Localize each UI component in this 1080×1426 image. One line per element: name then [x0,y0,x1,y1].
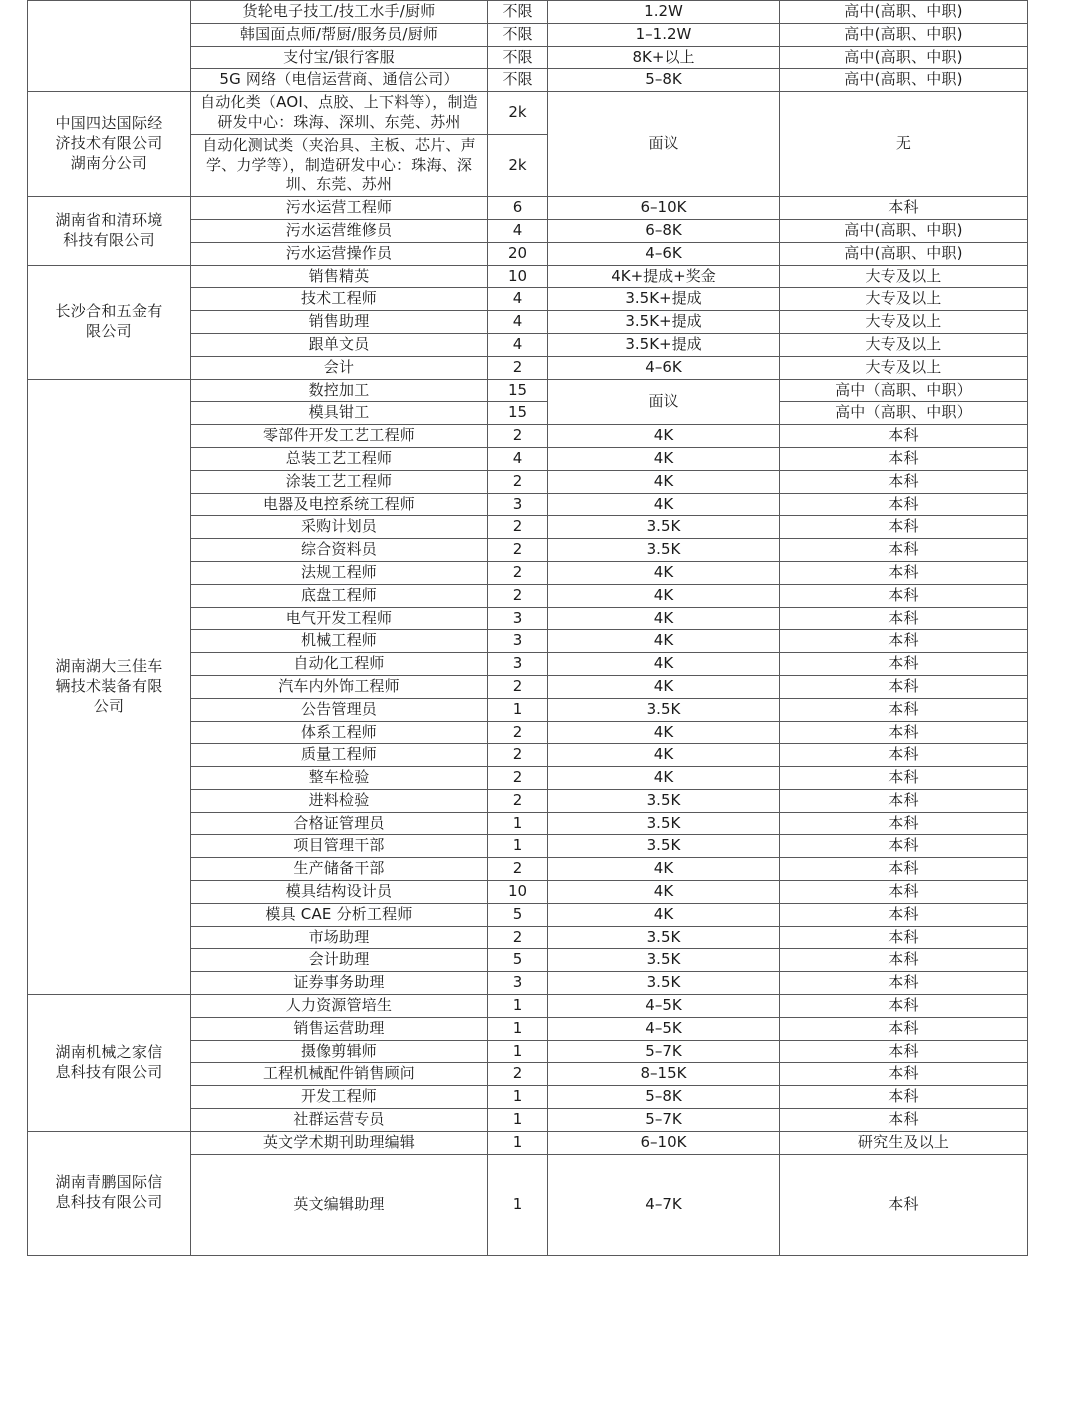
count-cell: 3 [488,607,548,630]
post-cell: 质量工程师 [191,744,488,767]
count-cell: 20 [488,242,548,265]
education-cell: 本科 [780,493,1028,516]
count-cell: 15 [488,379,548,402]
education-cell: 本科 [780,789,1028,812]
company-name-line: 湖南湖大三佳车 [55,657,163,676]
count-cell: 1 [488,1040,548,1063]
education-cell: 无 [780,92,1028,197]
post-cell: 合格证管理员 [191,812,488,835]
salary-cell: 6–8K [548,219,780,242]
salary-cell: 4K [548,470,780,493]
education-cell: 大专及以上 [780,333,1028,356]
count-cell: 4 [488,333,548,356]
count-cell: 2 [488,789,548,812]
education-cell: 本科 [780,197,1028,220]
count-cell: 10 [488,265,548,288]
education-cell: 本科 [780,926,1028,949]
salary-cell: 4–5K [548,1017,780,1040]
education-cell: 本科 [780,607,1028,630]
salary-cell: 3.5K [548,789,780,812]
education-cell: 本科 [780,1154,1028,1255]
post-cell: 自动化类（AOI、点胶、上下料等），制造研发中心：珠海、深圳、东莞、苏州 [191,92,488,135]
table-row [28,1131,1028,1154]
company-name-line: 济技术有限公司 [55,134,163,153]
company-cell [28,379,191,995]
count-cell: 2 [488,721,548,744]
post-cell: 销售运营助理 [191,1017,488,1040]
post-cell: 综合资料员 [191,539,488,562]
education-cell: 高中（高职、中职） [780,402,1028,425]
post-cell: 法规工程师 [191,561,488,584]
salary-cell: 1.2W [548,1,780,24]
count-cell: 4 [488,447,548,470]
count-cell: 2 [488,584,548,607]
salary-cell: 3.5K [548,698,780,721]
salary-cell: 3.5K [548,972,780,995]
post-cell: 支付宝/银行客服 [191,46,488,69]
education-cell: 本科 [780,447,1028,470]
count-cell: 1 [488,1109,548,1132]
post-cell: 体系工程师 [191,721,488,744]
count-cell: 1 [488,1154,548,1255]
count-cell: 3 [488,493,548,516]
count-cell: 4 [488,219,548,242]
count-cell: 1 [488,698,548,721]
education-cell: 本科 [780,698,1028,721]
salary-cell: 3.5K [548,949,780,972]
table-row [28,92,1028,135]
post-cell: 整车检验 [191,767,488,790]
education-cell: 本科 [780,1109,1028,1132]
recruitment-table [27,0,1028,1256]
salary-cell: 4K [548,561,780,584]
education-cell: 本科 [780,767,1028,790]
post-cell: 项目管理干部 [191,835,488,858]
education-cell: 本科 [780,539,1028,562]
post-cell: 会计助理 [191,949,488,972]
education-cell: 本科 [780,744,1028,767]
post-cell: 开发工程师 [191,1086,488,1109]
salary-cell: 4K [548,493,780,516]
company-cell [28,1131,191,1255]
table-row [28,1,1028,24]
company-cell [28,92,191,197]
count-cell: 2 [488,425,548,448]
table-body [28,1,1028,1256]
salary-cell: 8K+以上 [548,46,780,69]
salary-cell: 3.5K [548,926,780,949]
salary-cell: 5–8K [548,1086,780,1109]
count-cell: 2 [488,561,548,584]
post-cell: 污水运营操作员 [191,242,488,265]
education-cell: 高中(高职、中职) [780,242,1028,265]
company-cell [28,197,191,265]
education-cell: 高中(高职、中职) [780,69,1028,92]
post-cell: 自动化测试类（夹治具、主板、芯片、声学、力学等），制造研发中心：珠海、深圳、东莞、苏州 [191,134,488,196]
post-cell: 工程机械配件销售顾问 [191,1063,488,1086]
salary-cell: 4K [548,675,780,698]
education-cell: 本科 [780,835,1028,858]
salary-cell: 3.5K [548,516,780,539]
education-cell: 研究生及以上 [780,1131,1028,1154]
post-cell: 机械工程师 [191,630,488,653]
salary-cell: 4–6K [548,242,780,265]
education-cell: 本科 [780,561,1028,584]
salary-cell: 4K [548,447,780,470]
salary-cell: 4K [548,767,780,790]
company-name-line: 中国四达国际经 [55,114,163,133]
salary-cell: 4K [548,881,780,904]
education-cell: 本科 [780,972,1028,995]
count-cell: 6 [488,197,548,220]
count-cell: 2 [488,858,548,881]
education-cell: 本科 [780,584,1028,607]
post-cell: 模具 CAE 分析工程师 [191,903,488,926]
company-name-line: 湖南分公司 [70,154,148,173]
post-cell: 电器及电控系统工程师 [191,493,488,516]
education-cell: 本科 [780,425,1028,448]
education-cell: 大专及以上 [780,356,1028,379]
count-cell: 1 [488,1086,548,1109]
salary-cell: 4K+提成+奖金 [548,265,780,288]
post-cell: 污水运营维修员 [191,219,488,242]
count-cell: 不限 [488,46,548,69]
count-cell: 3 [488,630,548,653]
count-cell: 不限 [488,23,548,46]
company-name-line: 长沙合和五金有 [55,302,163,321]
company-name-line: 湖南省和清环境 [55,211,163,230]
count-cell: 2 [488,516,548,539]
count-cell: 2 [488,675,548,698]
post-cell: 采购计划员 [191,516,488,539]
post-cell: 污水运营工程师 [191,197,488,220]
salary-cell: 3.5K+提成 [548,288,780,311]
company-name-line: 息科技有限公司 [55,1062,163,1081]
salary-cell: 4K [548,721,780,744]
count-cell: 10 [488,881,548,904]
education-cell: 本科 [780,858,1028,881]
post-cell: 自动化工程师 [191,653,488,676]
count-cell: 1 [488,995,548,1018]
salary-cell: 3.5K [548,835,780,858]
post-cell: 模具结构设计员 [191,881,488,904]
count-cell: 1 [488,812,548,835]
education-cell: 本科 [780,881,1028,904]
table-row [28,265,1028,288]
education-cell: 本科 [780,1086,1028,1109]
post-cell: 英文学术期刊助理编辑 [191,1131,488,1154]
education-cell: 本科 [780,470,1028,493]
education-cell: 本科 [780,516,1028,539]
salary-cell: 4K [548,744,780,767]
salary-cell: 4K [548,607,780,630]
count-cell: 2 [488,744,548,767]
count-cell: 2 [488,356,548,379]
count-cell: 4 [488,288,548,311]
post-cell: 底盘工程师 [191,584,488,607]
table-row [28,379,1028,402]
post-cell: 零部件开发工艺工程师 [191,425,488,448]
education-cell: 高中（高职、中职） [780,379,1028,402]
education-cell: 高中(高职、中职) [780,23,1028,46]
education-cell: 本科 [780,949,1028,972]
post-cell: 人力资源管培生 [191,995,488,1018]
post-cell: 技术工程师 [191,288,488,311]
post-cell: 生产储备干部 [191,858,488,881]
company-name-line: 辆技术装备有限 [55,676,163,695]
post-cell: 会计 [191,356,488,379]
company-name-line: 公司 [93,696,125,715]
post-cell: 5G 网络（电信运营商、通信公司） [191,69,488,92]
education-cell: 大专及以上 [780,265,1028,288]
company-cell [28,265,191,379]
salary-cell: 8–15K [548,1063,780,1086]
count-cell: 不限 [488,69,548,92]
post-cell: 销售精英 [191,265,488,288]
company-cell [28,1,191,92]
post-cell: 进料检验 [191,789,488,812]
education-cell: 高中(高职、中职) [780,219,1028,242]
count-cell: 2k [488,134,548,196]
salary-cell: 3.5K [548,539,780,562]
salary-cell: 3.5K+提成 [548,333,780,356]
education-cell: 本科 [780,653,1028,676]
salary-cell: 4K [548,903,780,926]
education-cell: 本科 [780,1040,1028,1063]
count-cell: 1 [488,835,548,858]
post-cell: 跟单文员 [191,333,488,356]
post-cell: 证券事务助理 [191,972,488,995]
salary-cell: 4–6K [548,356,780,379]
count-cell: 2 [488,539,548,562]
count-cell: 2 [488,926,548,949]
salary-cell: 6–10K [548,197,780,220]
post-cell: 摄像剪辑师 [191,1040,488,1063]
education-cell: 大专及以上 [780,311,1028,334]
education-cell: 大专及以上 [780,288,1028,311]
salary-cell: 1–1.2W [548,23,780,46]
count-cell: 3 [488,653,548,676]
company-name-line: 息科技有限公司 [55,1193,163,1212]
salary-cell: 5–7K [548,1109,780,1132]
table-row [28,995,1028,1018]
count-cell: 4 [488,311,548,334]
count-cell: 不限 [488,1,548,24]
salary-cell: 3.5K [548,812,780,835]
post-cell: 货轮电子技工/技工水手/厨师 [191,1,488,24]
post-cell: 模具钳工 [191,402,488,425]
post-cell: 韩国面点师/帮厨/服务员/厨师 [191,23,488,46]
education-cell: 本科 [780,995,1028,1018]
education-cell: 本科 [780,675,1028,698]
post-cell: 公告管理员 [191,698,488,721]
post-cell: 英文编辑助理 [191,1154,488,1255]
salary-cell: 4K [548,858,780,881]
salary-cell: 5–7K [548,1040,780,1063]
post-cell: 社群运营专员 [191,1109,488,1132]
count-cell: 5 [488,949,548,972]
education-cell: 本科 [780,1017,1028,1040]
count-cell: 2 [488,767,548,790]
post-cell: 电气开发工程师 [191,607,488,630]
post-cell: 涂装工艺工程师 [191,470,488,493]
count-cell: 2k [488,92,548,135]
salary-cell: 面议 [548,92,780,197]
education-cell: 高中(高职、中职) [780,46,1028,69]
company-cell [28,995,191,1132]
post-cell: 市场助理 [191,926,488,949]
salary-cell: 4K [548,653,780,676]
company-name-line: 湖南机械之家信 [55,1043,163,1062]
education-cell: 本科 [780,630,1028,653]
post-cell: 数控加工 [191,379,488,402]
salary-cell: 4K [548,425,780,448]
count-cell: 1 [488,1017,548,1040]
company-name-line: 限公司 [86,322,132,341]
salary-cell: 6–10K [548,1131,780,1154]
post-cell: 销售助理 [191,311,488,334]
count-cell: 3 [488,972,548,995]
salary-cell: 5–8K [548,69,780,92]
count-cell: 1 [488,1131,548,1154]
salary-cell: 面议 [548,379,780,425]
salary-cell: 4K [548,584,780,607]
count-cell: 5 [488,903,548,926]
education-cell: 本科 [780,1063,1028,1086]
salary-cell: 4K [548,630,780,653]
count-cell: 2 [488,470,548,493]
count-cell: 15 [488,402,548,425]
company-name-line: 科技有限公司 [63,230,155,249]
salary-cell: 4–7K [548,1154,780,1255]
count-cell: 2 [488,1063,548,1086]
education-cell: 本科 [780,812,1028,835]
salary-cell: 4–5K [548,995,780,1018]
table-row [28,197,1028,220]
education-cell: 本科 [780,903,1028,926]
education-cell: 本科 [780,721,1028,744]
post-cell: 总装工艺工程师 [191,447,488,470]
company-name-line: 湖南青鹏国际信 [55,1173,163,1192]
salary-cell: 3.5K+提成 [548,311,780,334]
post-cell: 汽车内外饰工程师 [191,675,488,698]
education-cell: 高中(高职、中职) [780,1,1028,24]
